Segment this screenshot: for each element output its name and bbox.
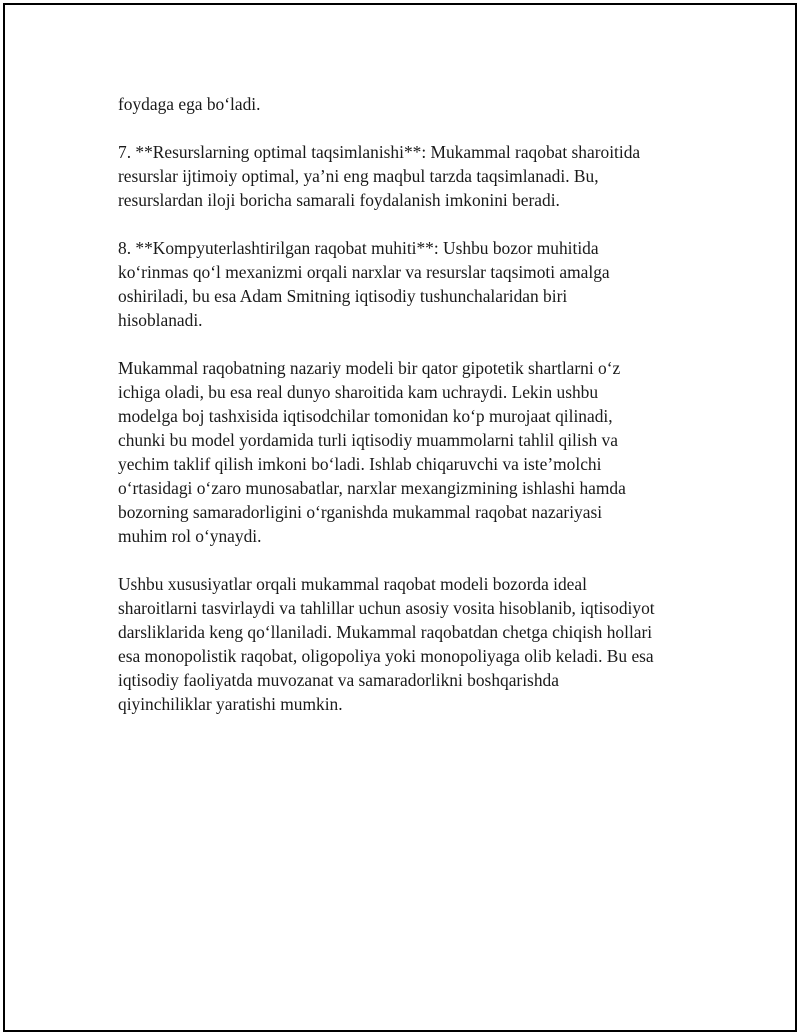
text-line: qiyinchiliklar yaratishi mumkin. [118,694,343,714]
text-line: muhim rol oʻynaydi. [118,526,262,546]
text-line: bozorning samaradorligini oʻrganishda mukammal raqobat nazariyasi [118,502,603,522]
text-line: iqtisodiy faoliyatda muvozanat va samaradorlikni boshqarishda [118,670,559,690]
text-line: resurslar ijtimoiy optimal, ya’ni eng maqbul tarzda taqsimlanadi. Bu, [118,166,599,186]
text-line: esa monopolistik raqobat, oligopoliya yoki monopoliyaga olib keladi. Bu esa [118,646,654,666]
text-line: oʻrtasidagi oʻzaro munosabatlar, narxlar mexangizmining ishlashi hamda [118,478,626,498]
text-line: darsliklarida keng qoʻllaniladi. Mukammal raqobatdan chetga chiqish hollari [118,622,653,642]
text-line: modelga boj tashxisida iqtisodchilar tomonidan koʻp murojaat qilinadi, [118,406,613,426]
text-line: resurslardan iloji boricha samarali foydalanish imkonini beradi. [118,190,560,210]
text-line: foydaga ega boʻladi. [118,94,261,114]
text-line: 7. **Resurslarning optimal taqsimlanishi**: Mukammal raqobat sharoitida [118,142,641,162]
text-line: chunki bu model yordamida turli iqtisodiy muammolarni tahlil qilish va [118,430,618,450]
paragraph-model [118,356,678,548]
text-line: koʻrinmas qoʻl mexanizmi orqali narxlar va resurslar taqsimoti amalga [118,262,610,282]
document-body [118,92,678,716]
paragraph-item-7 [118,140,678,212]
text-line: ichiga oladi, bu esa real dunyo sharoitida kam uchraydi. Lekin ushbu [118,382,599,402]
paragraph-conclusion [118,572,678,716]
text-line: hisoblanadi. [118,310,203,330]
text-line: sharoitlarni tasvirlaydi va tahlillar uchun asosiy vosita hisoblanib, iqtisodiyot [118,598,655,618]
text-line: Mukammal raqobatning nazariy modeli bir qator gipotetik shartlarni oʻz [118,358,621,378]
paragraph-continuation [118,92,678,116]
text-line: Ushbu xususiyatlar orqali mukammal raqobat modeli bozorda ideal [118,574,587,594]
text-line: 8. **Kompyuterlashtirilgan raqobat muhiti**: Ushbu bozor muhitida [118,238,599,258]
text-line: yechim taklif qilish imkoni boʻladi. Ishlab chiqaruvchi va iste’molchi [118,454,602,474]
paragraph-item-8 [118,236,678,332]
text-line: oshiriladi, bu esa Adam Smitning iqtisodiy tushunchalaridan biri [118,286,568,306]
